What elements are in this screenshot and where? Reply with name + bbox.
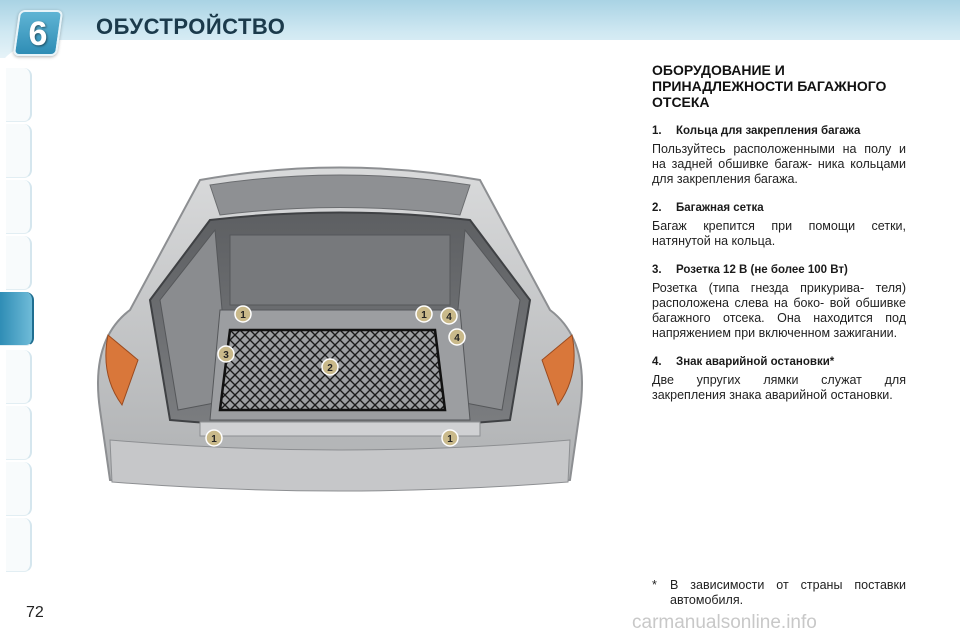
watermark: carmanualsonline.info [632, 612, 817, 633]
svg-text:1: 1 [211, 434, 217, 445]
callout-3-socket [218, 346, 234, 362]
chapter-title: ОБУСТРОЙСТВО [96, 14, 286, 39]
chapter-tab-7[interactable] [6, 350, 32, 404]
svg-text:4: 4 [446, 312, 452, 323]
chapter-tab-6-active[interactable] [0, 292, 34, 346]
item-title [652, 124, 906, 138]
callout-1-left-bottom [206, 430, 222, 446]
item-number: 2. [652, 202, 662, 214]
text-column [652, 62, 906, 417]
footnote-text: В зависимости от страны поставки автомобиля. [670, 578, 906, 607]
item-title [652, 201, 906, 215]
svg-text:4: 4 [454, 333, 460, 344]
page-number: 72 [26, 604, 44, 621]
chapter-tab-10[interactable] [6, 518, 32, 572]
item-title [652, 355, 906, 369]
callout-1-left-top [235, 306, 251, 322]
chapter-tab-strip [0, 68, 36, 576]
svg-text:3: 3 [223, 350, 229, 361]
svg-text:1: 1 [240, 310, 246, 321]
item-body: Розетка (типа гнезда прикурива- теля) расположена слева на боко- вой обшивке багажного отсека. Она находится под напряжением при включенном зажигании. [652, 281, 906, 340]
item-number: 4. [652, 356, 662, 368]
item-body: Две упругих лямки служат для закрепления знака аварийной остановки. [652, 373, 906, 402]
chapter-tab-3[interactable] [6, 180, 32, 234]
item-title-text: Кольца для закрепления багажа [676, 125, 861, 137]
footnote-mark: * [652, 578, 657, 592]
item-luggage-net [652, 201, 906, 249]
item-title-text: Багажная сетка [676, 202, 764, 214]
item-body: Пользуйтесь расположенными на полу и на задней обшивке багаж- ника кольцами для закрепления багажа. [652, 142, 906, 186]
svg-text:1: 1 [90, 160, 91, 161]
chapter-tab-1[interactable] [6, 68, 32, 122]
callout-unused-anchor [90, 160, 91, 161]
item-number: 1. [652, 125, 662, 137]
chapter-tab-8[interactable] [6, 406, 32, 460]
callout-1-right-top [416, 306, 432, 322]
trunk-illustration [90, 160, 590, 500]
chapter-tab-4[interactable] [6, 236, 32, 290]
item-number: 3. [652, 264, 662, 276]
chapter-tab-9[interactable] [6, 462, 32, 516]
item-tie-down-rings [652, 124, 906, 187]
item-title-text: Розетка 12 В (не более 100 Вт) [676, 264, 848, 276]
footnote [652, 578, 906, 608]
item-title-text: Знак аварийной остановки* [676, 356, 835, 368]
callout-4-right-top [441, 308, 457, 324]
callout-1-right-bottom [442, 430, 458, 446]
item-body: Багаж крепится при помощи сетки, натянутой на кольца. [652, 219, 906, 248]
item-title [652, 263, 906, 277]
svg-text:1: 1 [447, 434, 453, 445]
item-12v-socket [652, 263, 906, 341]
callout-2-net [322, 359, 338, 375]
svg-text:2: 2 [327, 363, 333, 374]
chapter-tab-2[interactable] [6, 124, 32, 178]
item-warning-triangle [652, 355, 906, 403]
chapter-number: 6 [28, 15, 48, 53]
section-heading: ОБОРУДОВАНИЕ И ПРИНАДЛЕЖНОСТИ БАГАЖНОГО ОТСЕКА [652, 62, 887, 110]
svg-text:1: 1 [421, 310, 427, 321]
callout-4-right-lower [449, 329, 465, 345]
